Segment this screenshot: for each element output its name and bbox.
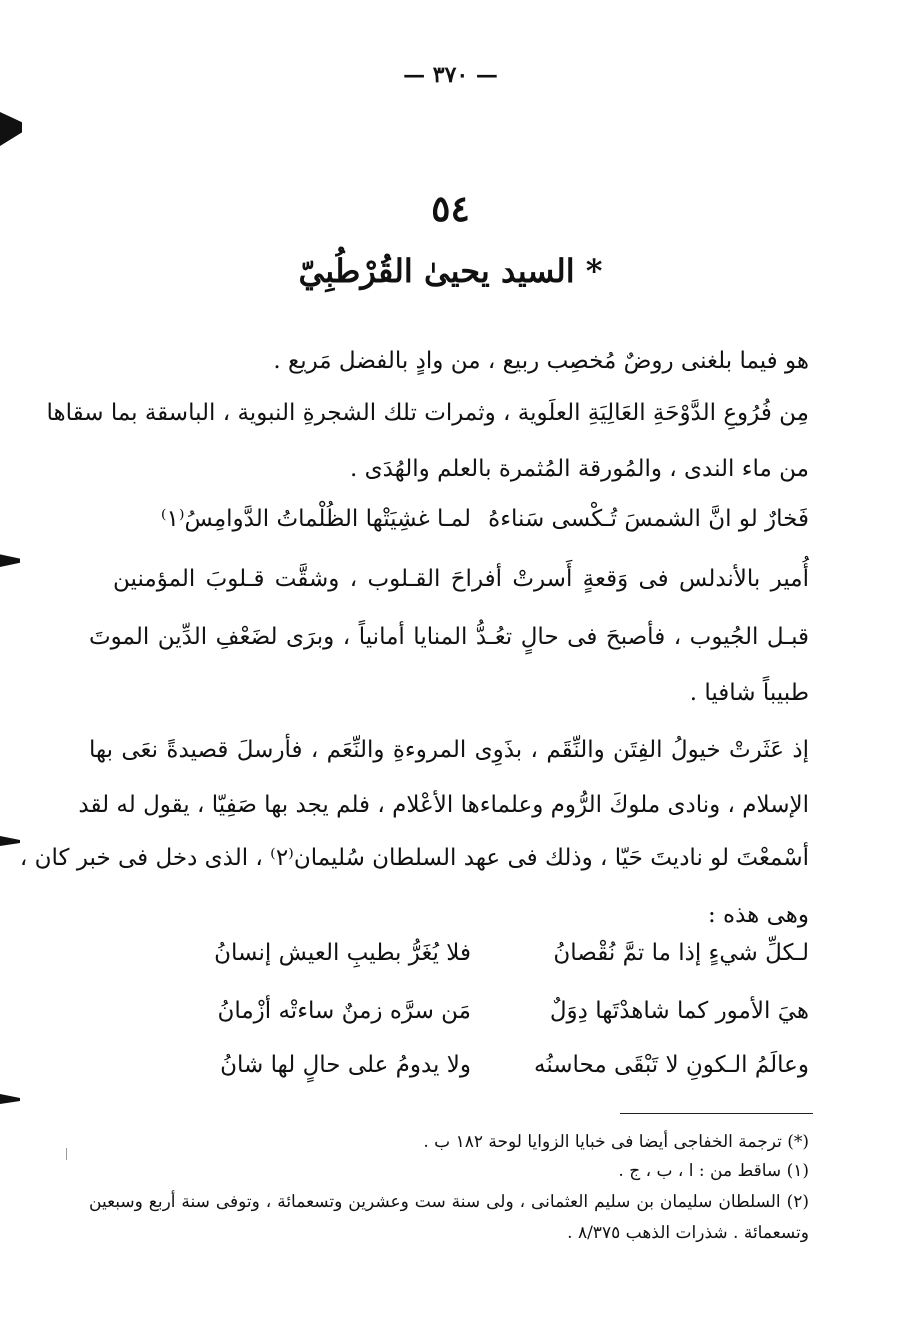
scan-edge-mark [0,112,22,146]
paragraph-line: طبيباً شافيا . [689,680,809,706]
footnote: (١) ساقط من : ا ، ب ، ج . [618,1161,809,1181]
poem-second-hemistich: مَن سرَّه زمنٌ ساءتْه أزْمانُ [217,998,471,1024]
poem-first-hemistich: لـكلِّ شيءٍ إذا ما تمَّ نُقْصانُ [553,940,809,966]
scan-artifact [66,1148,67,1160]
poem-first-hemistich: هيَ الأمور كما شاهدْتَها دِوَلٌ [549,998,809,1024]
footnote: وتسعمائة . شذرات الذهب ٨/٣٧٥ . [567,1223,809,1243]
paragraph-line: هو فيما بلغنى روضٌ مُخصِب ربيع ، من وادٍ بالفضل مَريع . [273,348,809,374]
paragraph-line: الإسلام ، ونادى ملوكَ الرُّوم وعلماءها الأعْلام ، فلم يجد بها صَفِيّا ، يقول له لقد [78,792,809,818]
entry-number: ٥٤ [431,188,470,230]
footnote-separator [620,1113,813,1114]
page-number: — ٣٧٠ — [403,62,498,88]
paragraph-line: وهى هذه : [707,902,809,928]
footnote: (٢) السلطان سليمان بن سليم العثمانى ، ولى سنة ست وعشرين وتسعمائة ، وتوفى سنة أربع وسبعين [89,1192,809,1212]
paragraph-line: أُمير بالأندلس فى وَقعةٍ أَسرتْ أفراحَ القـلوب ، وشقَّت قـلوبَ المؤمنين [113,566,809,592]
poem-second-hemistich: فلا يُغَرُّ بطيبِ العيش إنسانُ [214,940,471,966]
footnote: (*) ترجمة الخفاجى أيضا فى خبايا الزوايا لوحة ١٨٢ ب . [423,1132,809,1152]
poem-second-hemistich: ولا يدومُ على حالٍ لها شانُ [220,1052,471,1078]
intro-verse-first-hemistich: فَخارٌ لو انَّ الشمسَ تُـكْسى سَناءهُ [488,506,809,532]
entry-title: السيد يحيىٰ القُرْطُبِيّ * [298,252,603,290]
paragraph-line: إذ عَثَرتْ خيولُ الفِتَن والنِّقَم ، بذَوِى المروءةِ والنِّعَم ، فأرسلَ قصيدةً نعَى بها [89,737,809,763]
poem-first-hemistich: وعالَمُ الـكونِ لا تَبْقَى محاسنُه [534,1052,809,1078]
scan-edge-mark [0,1094,20,1104]
paragraph-line: قبـل الجُيوب ، فأصبحَ فى حالٍ تعُـدُّ المنايا أمانياً ، وبرَى لضَعْفِ الدِّين الموتَ [89,624,809,650]
paragraph-line: أسْمعْتَ لو ناديتَ حَيّا ، وذلك فى عهد السلطان سُليمان⁽٢⁾ ، الذى دخل فى خبر كان ، [19,845,809,871]
paragraph-line: من ماء الندى ، والمُورقة المُثمرة بالعلم والهُدَى . [349,456,809,482]
scan-edge-mark [0,836,20,846]
intro-verse-second-hemistich: لمـا غشِيَتْها الظُلْماتُ الدَّوامِسُ⁽١⁾ [160,506,471,532]
scan-edge-mark [0,553,20,567]
paragraph-line: مِن فُرُوعِ الدَّوْحَةِ العَالِيَةِ العلَوية ، وثمرات تلك الشجرةِ النبوية ، الباسقة بما سقاها [46,400,809,426]
